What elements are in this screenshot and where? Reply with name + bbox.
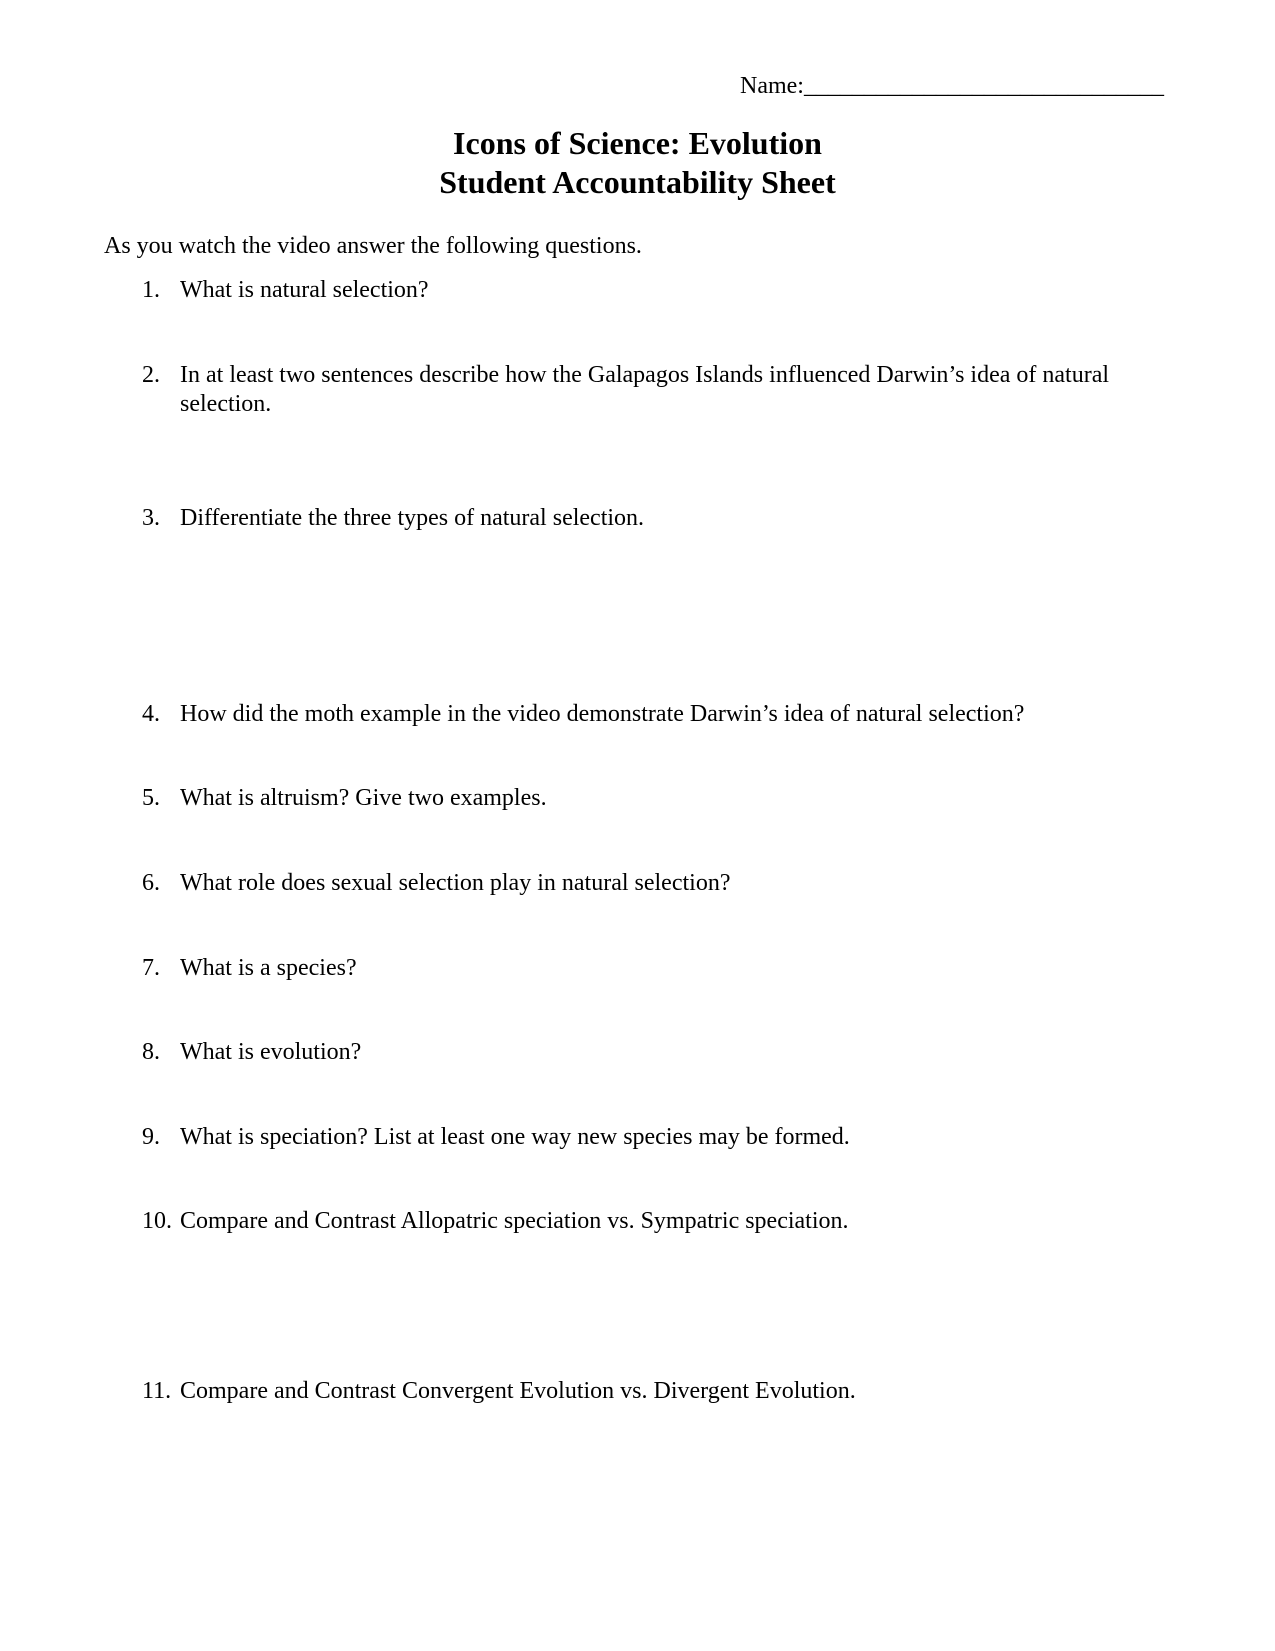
name-field-line[interactable]	[740, 70, 1164, 102]
question-number: 10.	[142, 1208, 172, 1234]
question-text: What is natural selection?	[180, 277, 429, 303]
instructions: As you watch the video answer the following questions.	[104, 233, 642, 259]
question-text: How did the moth example in the video demonstrate Darwin’s idea of natural selection?	[180, 701, 1025, 727]
question-number: 11.	[142, 1378, 172, 1404]
question-number: 6.	[142, 870, 160, 896]
question-number: 3.	[142, 505, 160, 531]
question-text: Compare and Contrast Allopatric speciation vs. Sympatric speciation.	[180, 1208, 849, 1234]
question-text: What is altruism? Give two examples.	[180, 785, 547, 811]
question-number: 5.	[142, 785, 160, 811]
title-line-2: Student Accountability Sheet	[439, 164, 836, 200]
question-number: 4.	[142, 701, 160, 727]
question-number: 1.	[142, 277, 160, 303]
question-number: 2.	[142, 362, 160, 388]
name-blank[interactable]: ______________________________	[803, 73, 1164, 99]
name-label: Name:	[740, 73, 804, 99]
question-text: Compare and Contrast Convergent Evolution vs. Divergent Evolution.	[180, 1378, 856, 1404]
page-title	[0, 124, 1275, 202]
question-number: 8.	[142, 1039, 160, 1065]
question-text: Differentiate the three types of natural selection.	[180, 505, 645, 531]
question-number: 9.	[142, 1124, 160, 1150]
title-line-1: Icons of Science: Evolution	[453, 125, 822, 161]
question-text: What is evolution?	[180, 1039, 362, 1065]
question-text: What role does sexual selection play in natural selection?	[180, 870, 731, 896]
question-text: What is a species?	[180, 955, 357, 981]
question-text: In at least two sentences describe how the Galapagos Islands influenced Darwin’s idea of natural selection.	[180, 362, 1110, 417]
question-text: What is speciation? List at least one way new species may be formed.	[180, 1124, 850, 1150]
question-number: 7.	[142, 955, 160, 981]
